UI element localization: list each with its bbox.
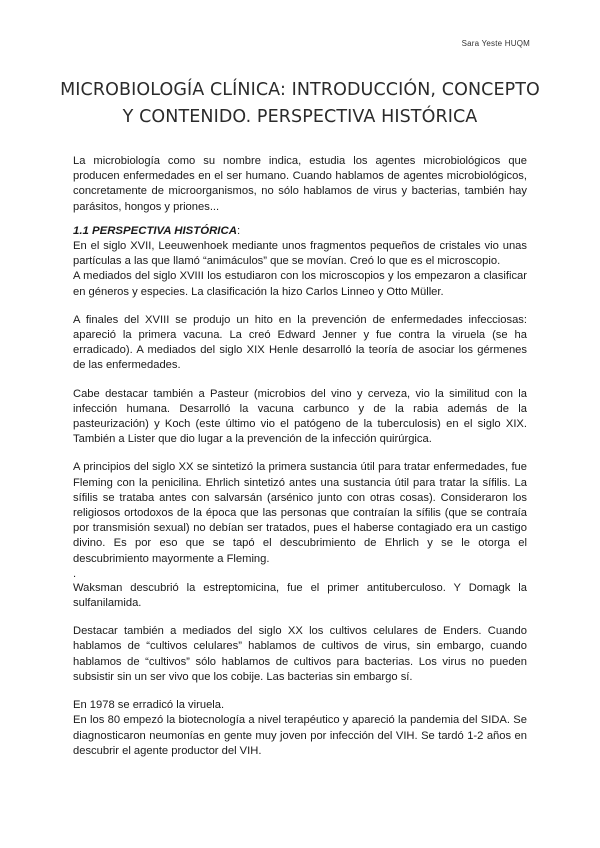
paragraph-biotecnologia-vih: En los 80 empezó la biotecnología a nivel terapéutico y apareció la pandemia del SIDA. Se diagnosticaron neumonías en gente muy joven por infección del VIH. Se tardó 1-2 años en descubrir el agente productor del VIH. (73, 714, 527, 757)
intro-paragraph: La microbiología como su nombre indica, estudia los agentes microbiológicos que producen enfermedades en el ser humano. Cuando hablamos de agentes microbiológicos, concretamente de microorganismos, no sólo hablamos de virus y bacterias, también hay parásitos, hongos y priones... (73, 155, 527, 213)
spacer (73, 215, 527, 224)
paragraph-pasteur-koch: Cabe destacar también a Pasteur (microbios del vino y cerveza, vio la similitud con la infección humana. Desarrolló la vacuna carbunco y de la rabia además de la pasteurización) y Koch (este último vio el patógeno de la tuberculosis) en el siglo XIX. También a Lister que dio lugar a la prevención de la infección quirúrgica. (73, 387, 527, 446)
paragraph-linneo: A mediados del siglo XVIII los estudiaron con los microscopios y los empezaron a clasificar en géneros y especies. La clasificación la hizo Carlos Linneo y Otto Müller. (73, 270, 527, 298)
paragraph-leeuwenhoek: En el siglo XVII, Leeuwenhoek mediante unos fragmentos pequeños de cristales vio unas partículas a las que llamó “animáculos” que se movían. Creó lo que es el microscopio. (73, 240, 527, 268)
spacer (73, 300, 527, 313)
paragraph-fleming-ehrlich: A principios del siglo XX se sintetizó la primera sustancia útil para tratar enfermedades, fue Fleming con la penicilina. Ehrlich sintetizó antes una sustancia útil para tratar la sífilis. La sífilis se trataba antes con salvarsán (arsénico junto con otras cosas). Consideraron los religiosos ortodoxos de la época que las personas que contraían la sífilis (que se contraía por transmisión sexual) no debían ser tratados, pues el haberse contagiado era un castigo divino. Es por eso que se tapó el descubrimiento de Ehrlich y se le otorga el descubrimiento mayormente a Fleming. (73, 461, 527, 565)
paragraph-viruela-1978: En 1978 se erradicó la viruela. (73, 699, 225, 712)
paragraph-jenner: A finales del XVIII se produjo un hito en la prevención de enfermedades infecciosas: apareció la primera vacuna. La creó Edward Jenner y fue contra la viruela (se ha erradicado). A mediados del siglo XIX Henle desarrolló la teoría de asociar los gérmenes de las enfermedades. (73, 313, 527, 372)
section-heading-colon: : (236, 224, 241, 237)
section-heading-text: 1.1 PERSPECTIVA HISTÓRICA (73, 224, 237, 237)
spacer (73, 374, 527, 387)
spacer (73, 685, 527, 698)
paragraph-enders: Destacar también a mediados del siglo XX los cultivos celulares de Enders. Cuando hablamos de “cultivos celulares” hablamos de cultivos de virus, sin embargo, cuando hablamos de “cultivos” sólo hablamos de cultivos para bacterias. Los virus no pueden subsistir sin un ser vivo que los cobije. Las bacterias sin embargo sí. (73, 625, 527, 683)
stray-period: . (73, 567, 77, 580)
header-author: Sara Yeste HUQM (461, 39, 530, 48)
spacer (73, 447, 527, 460)
document-title: MICROBIOLOGÍA CLÍNICA: INTRODUCCIÓN, CONCEPTO Y CONTENIDO. PERSPECTIVA HISTÓRICA (60, 80, 540, 127)
paragraph-waksman: Waksman descubrió la estreptomicina, fue el primer antituberculoso. Y Domagk la sulfanilamida. (73, 581, 527, 610)
section-heading (73, 224, 527, 239)
document-body (73, 154, 527, 759)
spacer (73, 611, 527, 624)
